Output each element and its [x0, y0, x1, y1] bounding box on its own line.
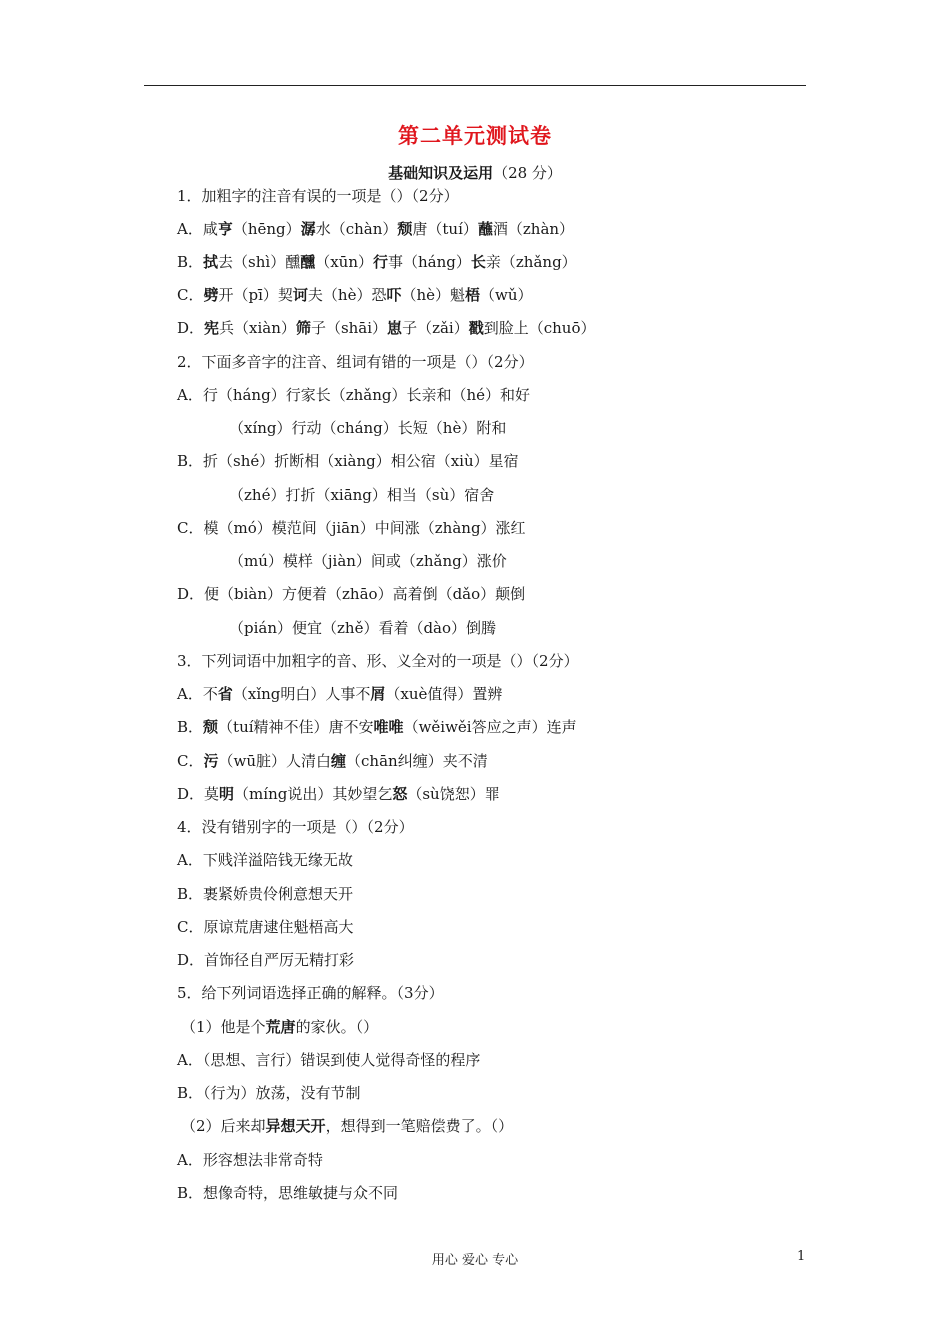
- line-text: C．模（mó）模范间（jiān）中间涨（zhàng）涨红: [177, 519, 526, 537]
- bold-character: 异想天开: [265, 1117, 326, 1135]
- line-text: B．（行为）放荡，没有节制: [177, 1084, 361, 1102]
- line-text: B．折（shé）折断相（xiàng）相公宿（xiù）星宿: [177, 452, 519, 470]
- line-text: 去（shì）醺: [218, 253, 301, 271]
- line-text: 子（zǎi）: [402, 319, 469, 337]
- line-text: （wǔ）: [480, 286, 533, 304]
- line-text: （2）后来却: [181, 1117, 266, 1135]
- section-heading-score: （28 分）: [493, 164, 562, 182]
- line-text: C．: [177, 286, 204, 304]
- bold-character: 颓: [203, 718, 219, 736]
- line-text: 5．给下列词语选择正确的解释。（3分）: [177, 984, 444, 1002]
- question-line: [177, 717, 577, 737]
- line-text: 子（shāi）: [310, 319, 388, 337]
- bold-character: 怒: [392, 785, 408, 803]
- line-text: （tuí精神不佳）唐不安: [218, 718, 374, 736]
- question-line: [229, 618, 496, 638]
- line-text: 4．没有错别字的一项是（）（2分）: [177, 818, 414, 836]
- question-line: [177, 186, 459, 206]
- line-text: 事（háng）: [388, 253, 471, 271]
- header-rule: [144, 85, 806, 86]
- line-text: A．不: [177, 685, 218, 703]
- bold-character: 梧: [465, 286, 481, 304]
- page-title: 第二单元测试卷: [398, 124, 552, 148]
- question-line: [177, 318, 596, 338]
- bold-character: 颓: [397, 220, 413, 238]
- question-line: [229, 551, 507, 571]
- line-text: （pián）便宜（zhě）看着（dào）倒腾: [229, 619, 497, 637]
- line-text: 2．下面多音字的注音、组词有错的一项是（）（2分）: [177, 353, 534, 371]
- bold-character: 唯唯: [373, 718, 404, 736]
- line-text: （hè）魁: [401, 286, 466, 304]
- bold-character: 行: [373, 253, 389, 271]
- question-line: [181, 1017, 378, 1037]
- line-text: D．便（biàn）方便着（zhāo）高着倒（dǎo）颠倒: [177, 585, 526, 603]
- section-heading: [0, 162, 950, 183]
- question-line: [177, 651, 579, 671]
- bold-character: 吓: [386, 286, 402, 304]
- question-line: [177, 784, 500, 804]
- line-text: （míng说出）其妙望乞: [234, 785, 393, 803]
- line-text: （xūn）: [315, 253, 373, 271]
- question-line: [177, 983, 444, 1003]
- bold-character: 诃: [292, 286, 308, 304]
- bold-character: 省: [217, 685, 233, 703]
- line-text: （xuè值得）置辨: [385, 685, 503, 703]
- line-text: 兵（xiàn）: [219, 319, 296, 337]
- question-line: [177, 917, 353, 937]
- section-heading-bold: 基础知识及运用: [388, 164, 494, 182]
- line-text: C．原谅荒唐逮住魁梧高大: [177, 918, 354, 936]
- line-text: 1．加粗字的注音有误的一项是（）（2分）: [177, 187, 459, 205]
- line-text: 唐（tuí）: [412, 220, 478, 238]
- bold-character: 戳: [468, 319, 484, 337]
- line-text: A．行（háng）行家长（zhǎng）长亲和（hé）和好: [177, 386, 531, 404]
- line-text: 水（chàn）: [315, 220, 398, 238]
- bold-character: 缠: [331, 752, 347, 770]
- question-line: [177, 1050, 480, 1070]
- line-text: （zhé）打折（xiāng）相当（sù）宿舍: [229, 486, 495, 504]
- line-text: 3．下列词语中加粗字的音、形、义全对的一项是（）（2分）: [177, 652, 579, 670]
- line-text: D．莫: [177, 785, 220, 803]
- line-text: 夫（hè）恐: [307, 286, 387, 304]
- line-text: （1）他是个: [181, 1018, 266, 1036]
- question-line: [177, 1083, 361, 1103]
- bold-character: 长: [470, 253, 486, 271]
- line-text: B．裹紧娇贵伶俐意想天开: [177, 885, 354, 903]
- bold-character: 拭: [203, 253, 219, 271]
- line-text: （wū脏）人清白: [218, 752, 332, 770]
- line-text: （sù饶恕）罪: [407, 785, 500, 803]
- bold-character: 亨: [217, 220, 233, 238]
- line-text: 亲（zhǎng）: [485, 253, 577, 271]
- line-text: （xíng）行动（cháng）长短（hè）附和: [229, 419, 507, 437]
- bold-character: 醺: [300, 253, 316, 271]
- question-line: [177, 751, 488, 771]
- question-line: [177, 684, 502, 704]
- line-text: 酒（zhàn）: [492, 220, 575, 238]
- line-text: A．（思想、言行）错误到使人觉得奇怪的程序: [177, 1051, 481, 1069]
- bold-character: 筛: [295, 319, 311, 337]
- question-line: [229, 485, 494, 505]
- line-text: D．首饰径自严厉无精打彩: [177, 951, 355, 969]
- line-text: 开（pī）契: [218, 286, 293, 304]
- line-text: A．下贱洋溢陪钱无缘无故: [177, 851, 353, 869]
- line-text: A．咸: [177, 220, 218, 238]
- bold-character: 潺: [300, 220, 316, 238]
- bold-character: 屑: [370, 685, 386, 703]
- bold-character: 荒唐: [265, 1018, 296, 1036]
- line-text: （chān纠缠）夹不清: [346, 752, 488, 770]
- bold-character: 明: [219, 785, 235, 803]
- line-text: （wěiwěi答应之声）连声: [403, 718, 577, 736]
- line-text: 的家伙。（）: [295, 1018, 379, 1036]
- line-text: C．: [177, 752, 204, 770]
- question-line: [177, 817, 414, 837]
- bold-character: 蘸: [477, 220, 493, 238]
- question-line: [177, 850, 353, 870]
- question-line: [229, 418, 506, 438]
- question-line: [177, 884, 353, 904]
- question-line: [177, 584, 525, 604]
- bold-character: 宪: [204, 319, 220, 337]
- bold-character: 崽: [387, 319, 403, 337]
- question-line: [177, 385, 530, 405]
- line-text: A．形容想法非常奇特: [177, 1151, 323, 1169]
- question-line: [177, 518, 526, 538]
- line-text: 到脸上（chuō）: [483, 319, 596, 337]
- page-footer: 用心 爱心 专心: [431, 1253, 519, 1268]
- line-text: ，想得到一笔赔偿费了。（）: [325, 1117, 514, 1135]
- question-line: [181, 1116, 513, 1136]
- line-text: D．: [177, 319, 205, 337]
- question-line: [177, 1150, 323, 1170]
- question-line: [177, 252, 577, 272]
- question-line: [177, 451, 519, 471]
- question-line: [177, 1183, 398, 1203]
- bold-character: 污: [203, 752, 219, 770]
- question-line: [177, 352, 534, 372]
- line-text: B．想像奇特，思维敏捷与众不同: [177, 1184, 399, 1202]
- line-text: B．: [177, 718, 204, 736]
- line-text: B．: [177, 253, 204, 271]
- page-number: 1: [797, 1249, 806, 1264]
- line-text: （xǐng明白）人事不: [232, 685, 371, 703]
- question-line: [177, 285, 533, 305]
- line-text: （mú）模样（jiàn）间或（zhǎng）涨价: [229, 552, 507, 570]
- question-line: [177, 950, 354, 970]
- bold-character: 劈: [203, 286, 219, 304]
- question-line: [177, 219, 574, 239]
- line-text: （hēng）: [232, 220, 301, 238]
